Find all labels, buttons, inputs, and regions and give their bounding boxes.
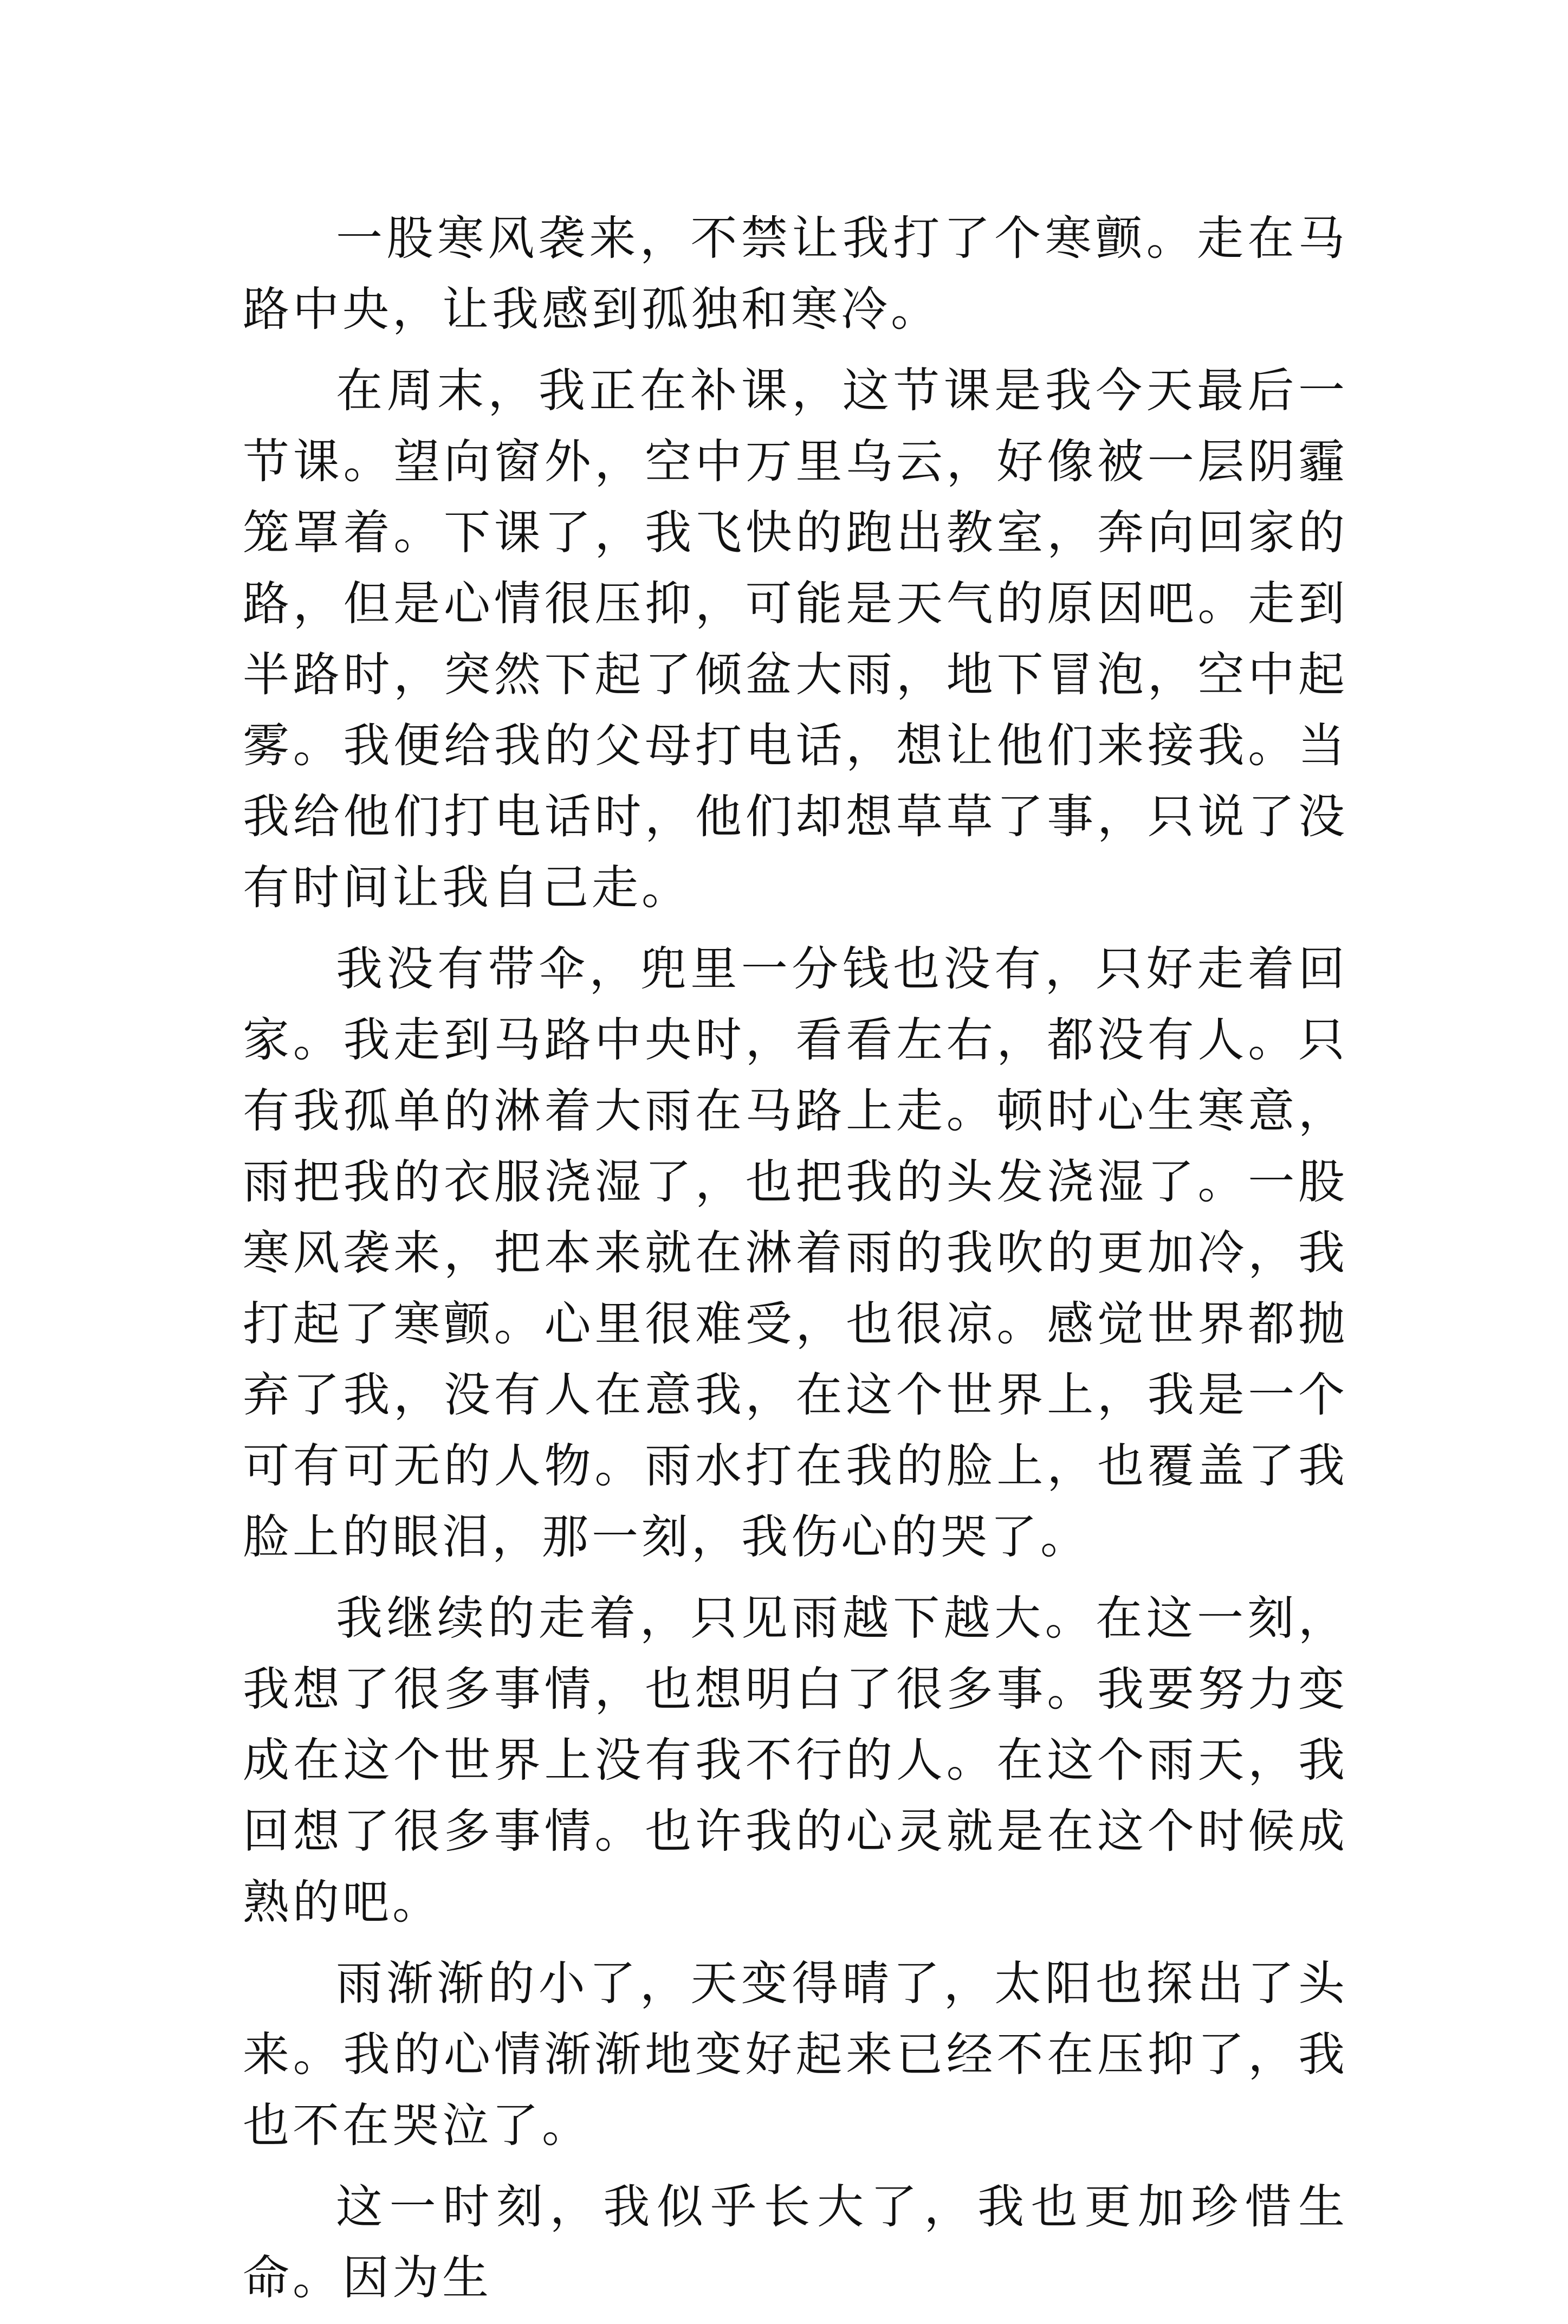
paragraph-6: 这一时刻，我似乎长大了，我也更加珍惜生命。因为生 — [243, 2180, 1348, 2305]
paragraph-5: 雨渐渐的小了，天变得晴了，太阳也探出了头来。我的心情渐渐地变好起来已经不在压抑了，我也不在哭泣了。 — [243, 1957, 1348, 2153]
paragraph-3: 我没有带伞，兜里一分钱也没有，只好走着回家。我走到马路中央时，看看左右，都没有人。只有我孤单的淋着大雨在马路上走。顿时心生寒意，雨把我的衣服浇湿了，也把我的头发浇湿了。一股寒风袭来，把本来就在淋着雨的我吹的更加冷，我打起了寒颤。心里很难受，也很凉。感觉世界都抛弃了我，没有人在意我，在这个世界上，我是一个可有可无的人物。雨水打在我的脸上，也覆盖了我脸上的眼泪，那一刻，我伤心的哭了。 — [243, 942, 1348, 1564]
paragraph-2: 在周末，我正在补课，这节课是我今天最后一节课。望向窗外，空中万里乌云，好像被一层阴霾笼罩着。下课了，我飞快的跑出教室，奔向回家的路，但是心情很压抑，可能是天气的原因吧。走到半路时，突然下起了倾盆大雨，地下冒泡，空中起雾。我便给我的父母打电话，想让他们来接我。当我给他们打电话时，他们却想草草了事，只说了没有时间让我自己走。 — [243, 364, 1348, 915]
paragraph-4: 我继续的走着，只见雨越下越大。在这一刻，我想了很多事情，也想明白了很多事。我要努力变成在这个世界上没有我不行的人。在这个雨天，我回想了很多事情。也许我的心灵就是在这个时候成熟的吧。 — [243, 1591, 1348, 1929]
document-body — [243, 203, 1348, 2324]
paragraph-1: 一股寒风袭来，不禁让我打了个寒颤。走在马路中央，让我感到孤独和寒冷。 — [243, 211, 1348, 337]
